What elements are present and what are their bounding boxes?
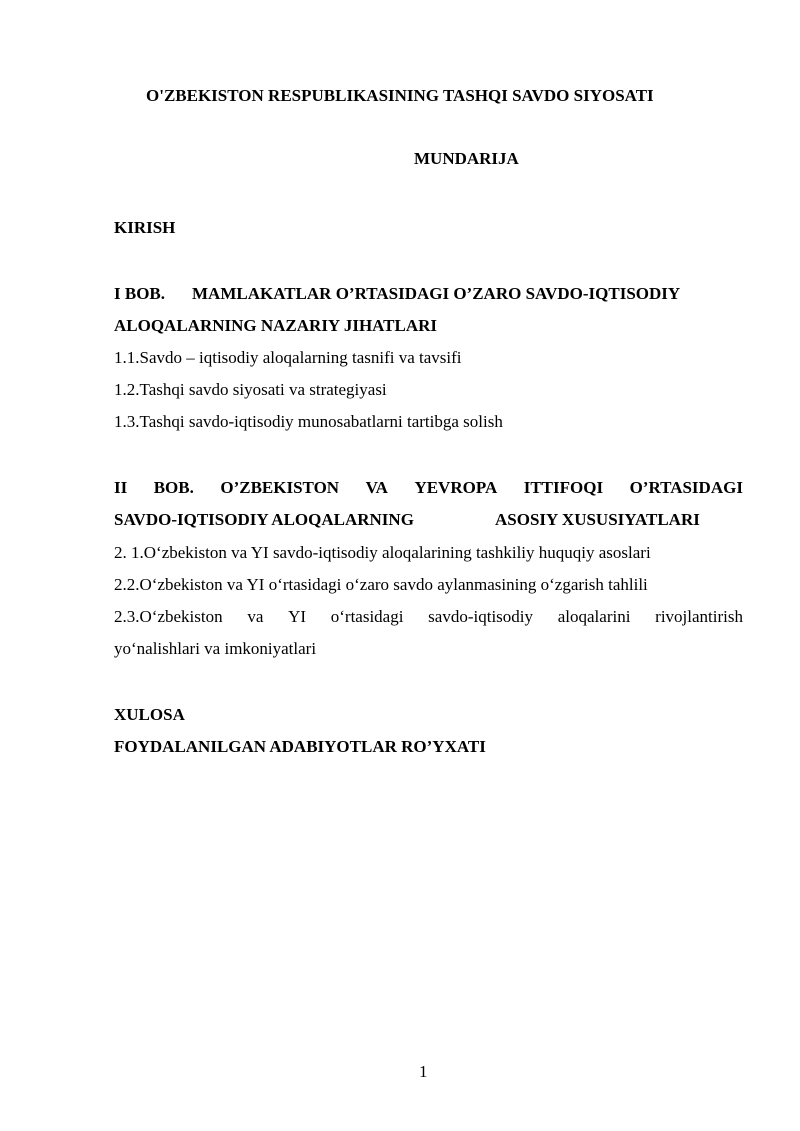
toc-item-2-2: 2.2.O‘zbekiston va YI o‘rtasidagi o‘zaro savdo aylanmasining o‘zgarish tahlili: [114, 575, 648, 594]
chapter2-word: BOB.: [153, 478, 194, 497]
chapter2-title-line2-right: ASOSIY XUSUSIYATLARI: [495, 510, 700, 529]
toc-item-1-1: 1.1.Savdo – iqtisodiy aloqalarning tasnifi va tavsifi: [114, 348, 462, 367]
chapter1-title-line1: MAMLAKATLAR O’RTASIDAGI O’ZARO SAVDO-IQTISODIY: [192, 284, 681, 303]
chapter2-word: ITTIFOQI: [523, 478, 604, 497]
toc-conclusion: XULOSA: [114, 705, 185, 724]
toc-bibliography: FOYDALANILGAN ADABIYOTLAR RO’YXATI: [114, 737, 486, 756]
toc-heading: MUNDARIJA: [414, 149, 519, 168]
chapter1-label: I BOB.: [114, 284, 166, 303]
toc-item-2-3-word: savdo-iqtisodiy: [428, 607, 534, 626]
toc-item-1-2: 1.2.Tashqi savdo siyosati va strategiyasi: [114, 380, 387, 399]
toc-item-2-1: 2. 1.O‘zbekiston va YI savdo-iqtisodiy aloqalarining tashkiliy huquqiy asoslari: [114, 543, 651, 562]
toc-item-2-3-line1: [114, 607, 743, 627]
chapter2-word: VA: [365, 478, 388, 497]
page-number: 1: [419, 1062, 428, 1081]
toc-item-2-3-word: YI: [288, 607, 307, 626]
document-title: O'ZBEKISTON RESPUBLIKASINING TASHQI SAVDO SIYOSATI: [146, 86, 654, 105]
chapter2-word: YEVROPA: [414, 478, 498, 497]
toc-item-2-3-line2: yo‘nalishlari va imkoniyatlari: [114, 639, 317, 658]
toc-item-2-3-word: rivojlantirish: [655, 607, 743, 626]
toc-item-2-3-word: aloqalarini: [557, 607, 631, 626]
toc-item-2-3-word: o‘rtasidagi: [330, 607, 404, 626]
toc-intro: KIRISH: [114, 218, 176, 237]
chapter2-title-line1: [114, 478, 743, 498]
chapter2-title-line2-left: SAVDO-IQTISODIY ALOQALARNING: [114, 510, 414, 529]
chapter2-word: O’ZBEKISTON: [220, 478, 340, 497]
toc-item-2-3-word: va: [247, 607, 264, 626]
toc-item-1-3: 1.3.Tashqi savdo-iqtisodiy munosabatlarni tartibga solish: [114, 412, 503, 431]
toc-item-2-3-word: 2.3.O‘zbekiston: [114, 607, 223, 626]
chapter2-word: II: [114, 478, 128, 497]
chapter1-title-line2: ALOQALARNING NAZARIY JIHATLARI: [114, 316, 438, 335]
chapter2-word: O’RTASIDAGI: [629, 478, 743, 497]
